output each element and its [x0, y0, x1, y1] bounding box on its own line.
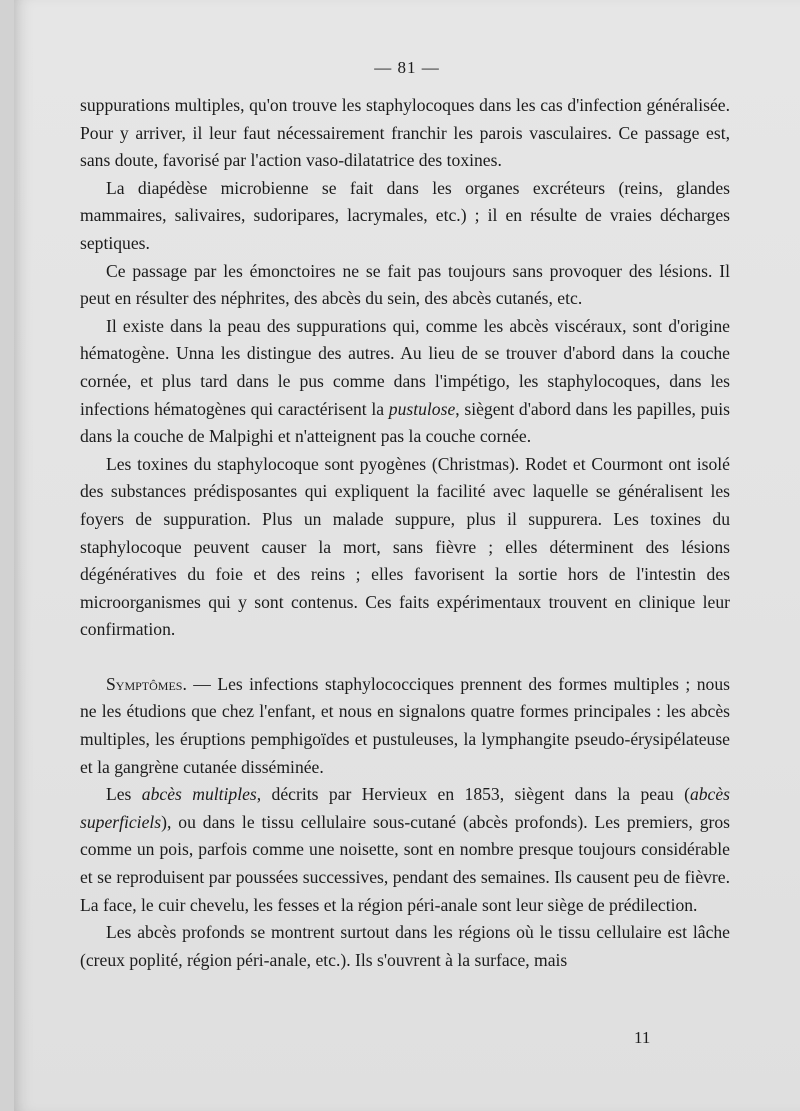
page-number: — 81 —	[374, 58, 440, 77]
paragraph-4-text-a: Il existe dans la peau des suppurations qui, comme les abcès viscéraux, sont d'origine hématogène. Unna les distingue des autres. Au lieu de se trouver d'abord dans la couche cornée, et plus tard dans le pus comme dans l'impétigo, les staphylocoques, dans les infections hématogènes qui caractérisent la	[80, 315, 730, 419]
paragraph-8: Les abcès profonds se montrent surtout dans les régions où le tissu cellulaire est lâche (creux poplité, région péri-anale, etc.). Ils s'ouvrent à la surface, mais	[80, 922, 730, 970]
paragraph-7-text-b: , décrits par Hervieux en 1853, siègent dans la peau (	[256, 784, 690, 805]
paragraph-6	[80, 671, 730, 781]
paragraph-4	[80, 313, 730, 451]
paragraph-5: Les toxines du staphylocoque sont pyogènes (Christmas). Rodet et Courmont ont isolé des substances prédisposantes qui expliquent la facilité avec laquelle se généralisent les foyers de suppuration. Plus un malade suppure, plus il suppurera. Les toxines du staphylocoque peuvent causer la mort, sans fièvre ; elles déterminent des lésions dégénératives du foie et des reins ; elles favorisent la sortie hors de l'intestin des microorganismes qui y sont contenus. Ces faits expérimentaux trouvent en clinique leur confirmation.	[80, 453, 730, 640]
paragraph-7-italic-a: abcès multiples	[141, 784, 257, 805]
paragraph-1: suppurations multiples, qu'on trouve les staphylocoques dans les cas d'infection généralisée. Pour y arriver, il leur faut nécessairement franchir les parois vasculaires. Ce passage est, sans doute, favorisé par l'action vaso-dilatatrice des toxines.	[80, 95, 730, 171]
paragraph-4-text-b: , siègent d'abord dans les papilles, puis dans la couche de Malpighi et n'atteignent pas la couche cornée.	[80, 398, 730, 447]
signature-mark: 11	[634, 1028, 651, 1047]
paragraph-7-text-c: ), ou dans le tissu cellulaire sous-cutané (abcès profonds). Les premiers, gros comme un pois, parfois comme une noisette, sont en nombre presque toujours considérable et se reproduisent par poussées successives, pendant des semaines. Ils causent peu de fièvre. La face, le cuir chevelu, les fesses et la région péri-anale sont leur siège de prédilection.	[80, 811, 730, 915]
book-page	[14, 0, 800, 1111]
paragraph-7-text-a: Les	[106, 784, 142, 805]
paragraph-2: La diapédèse microbienne se fait dans les organes excréteurs (reins, glandes mammaires, salivaires, sudoripares, lacrymales, etc.) ; il en résulte de vraies décharges septiques.	[80, 177, 730, 253]
paragraph-7	[80, 781, 730, 919]
paragraph-7-italic-b: abcès superficiels	[80, 784, 730, 832]
section-heading: Symptômes.	[106, 673, 187, 694]
body-text	[80, 92, 730, 974]
paragraph-4-italic: pustulose	[388, 398, 456, 419]
paragraph-3: Ce passage par les émonctoires ne se fait pas toujours sans provoquer des lésions. Il peut en résulter des néphrites, des abcès du sein, des abcès cutanés, etc.	[80, 260, 730, 309]
paragraph-6-text: — Les infections staphylococciques prennent des formes multiples ; nous ne les étudions que chez l'enfant, et nous en signalons quatre formes principales : les abcès multiples, les éruptions pemphigoïdes et pustuleuses, la lymphangite pseudo-érysipélateuse et la gangrène cutanée disséminée.	[80, 673, 730, 777]
